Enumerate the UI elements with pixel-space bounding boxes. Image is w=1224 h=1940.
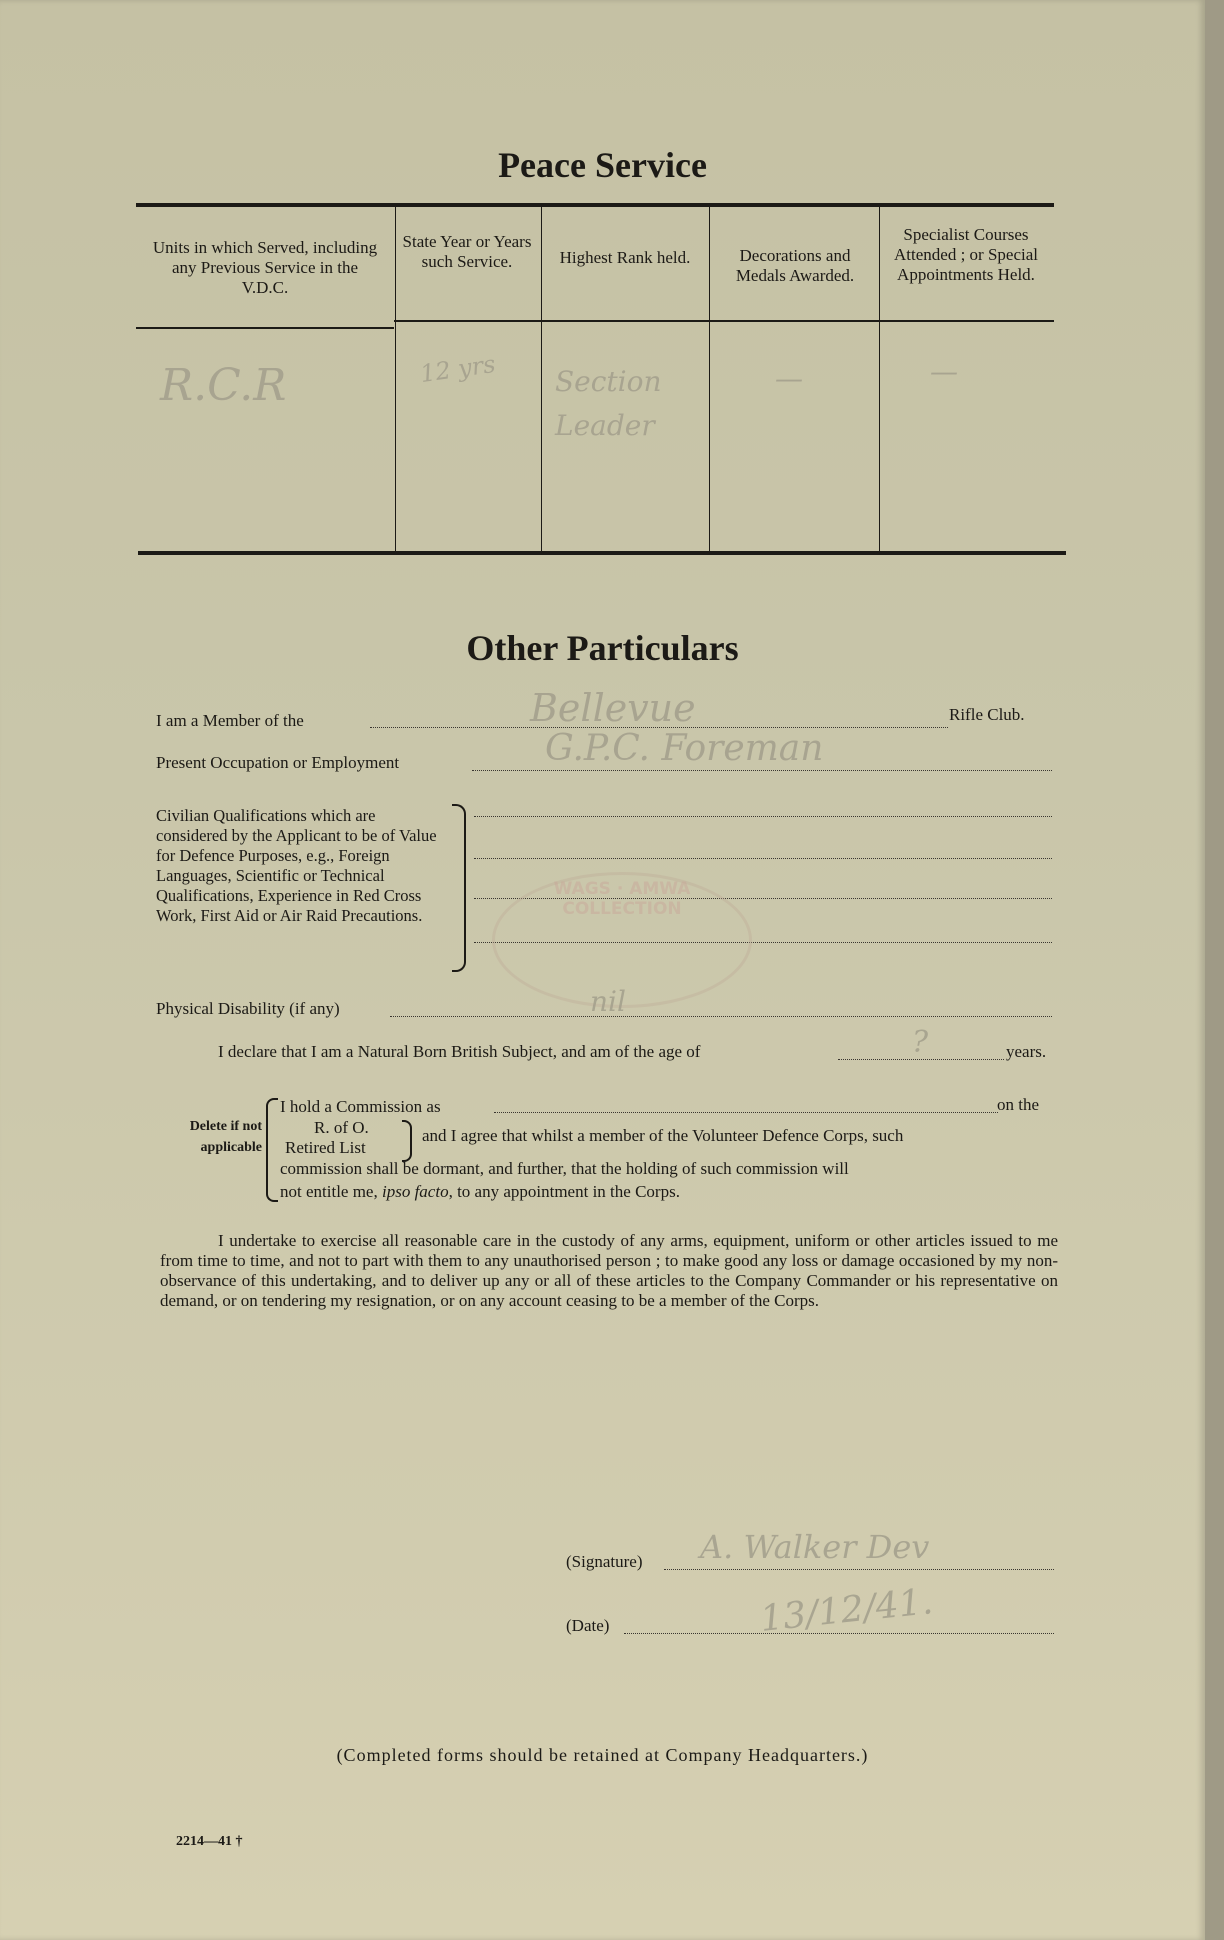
civilian-line-1 [474, 816, 1052, 817]
member-label: I am a Member of the [156, 711, 304, 730]
commission-line [494, 1112, 998, 1113]
commission-retired: Retired List [285, 1138, 366, 1157]
col-header-rank: Highest Rank held. [559, 248, 691, 267]
disability-line [390, 1016, 1052, 1017]
member-suffix: Rifle Club. [949, 705, 1025, 724]
handwritten-occupation: G.P.C. Foreman [545, 728, 824, 769]
handwritten-rank: Section Leader [555, 365, 662, 442]
watermark-text: WAGS · AMWA COLLECTION [553, 879, 691, 919]
col-header-units: Units in which Served, including any Previous Service in the V.D.C. [152, 238, 378, 297]
table-head-rule [136, 327, 394, 329]
civilian-label: Civilian Qualifications which are considered by the Applicant to be of Value for Defence Purposes, e.g., Foreign Languages, Scientific or Technical Qualifications, Experience in Red Cross Work, First Aid or Air Raid Precautions. [156, 806, 437, 925]
handwritten-specialist: — [930, 355, 958, 388]
commission-ipso-facto: ipso facto [381, 1182, 449, 1201]
handwritten-decorations: — [775, 362, 803, 395]
commission-line2: and I agree that whilst a member of the Volunteer Defence Corps, such [422, 1126, 904, 1145]
footer-note: (Completed forms should be retained at Company Headquarters.) [336, 1745, 869, 1765]
civilian-line-2 [474, 858, 1052, 859]
col-divider-2 [541, 207, 542, 551]
disability-label: Physical Disability (if any) [156, 999, 340, 1018]
handwritten-age: ? [912, 1025, 929, 1060]
commission-line4-b: , to any appointment in the Corps. [448, 1182, 680, 1201]
delete-brace [266, 1098, 278, 1202]
handwritten-signature: A. Walker Dev [700, 1528, 930, 1566]
form-number: 2214—41 † [176, 1834, 243, 1849]
col-divider-1 [395, 207, 396, 551]
table-top-rule [136, 203, 1054, 207]
col-divider-3 [709, 207, 710, 551]
commission-line1-suffix: on the [997, 1095, 1040, 1114]
civilian-brace [452, 804, 466, 972]
commission-line4 [280, 1182, 680, 1202]
col-header-decorations: Decorations and Medals Awarded. [735, 246, 855, 285]
signature-label: (Signature) [566, 1552, 643, 1571]
date-line [624, 1633, 1054, 1634]
declare-suffix: years. [1006, 1042, 1047, 1061]
occupation-label: Present Occupation or Employment [156, 753, 400, 772]
commission-line3: commission shall be dormant, and further, that the holding of such commission will [280, 1159, 849, 1178]
table-head-rule-2 [394, 320, 1054, 322]
handwritten-unit: R.C.R [160, 360, 287, 411]
handwritten-member: Bellevue [530, 686, 696, 730]
col-header-years: State Year or Years such Service. [402, 232, 532, 271]
declare-label: I declare that I am a Natural Born British Subject, and am of the age of [218, 1042, 701, 1061]
date-label: (Date) [566, 1616, 610, 1635]
handwritten-disability: nil [590, 985, 626, 1018]
occupation-line [472, 770, 1052, 771]
commission-ro: R. of O. [314, 1118, 369, 1137]
other-particulars-title: Other Particulars [466, 628, 739, 668]
commission-line1: I hold a Commission as [280, 1097, 441, 1116]
peace-service-title: Peace Service [498, 145, 707, 185]
col-header-specialist: Specialist Courses Attended ; or Special Appointments Held. [894, 225, 1038, 284]
handwritten-date: 13/12/41. [758, 1581, 935, 1640]
table-bottom-rule [138, 551, 1066, 555]
handwritten-years: 12 yrs [418, 349, 498, 389]
delete-note: Delete if not applicable [189, 1119, 262, 1155]
col-divider-4 [879, 207, 880, 551]
retired-brace [402, 1120, 412, 1162]
undertaking-text: I undertake to exercise all reasonable care in the custody of any arms, equipment, uniform or other articles issued to me from time to time, and not to part with them to any unauthorised person ; to make good any loss or damage occasioned by my non-observance of this undertaking, and to deliver up any or all of these articles to the Company Commander or his representative on demand, or on tendering my resignation, or on any account ceasing to be a member of the Corps. [160, 1231, 1058, 1310]
commission-line4-a: not entitle me, [280, 1182, 382, 1201]
page-edge [1205, 0, 1224, 1940]
signature-line [664, 1569, 1054, 1570]
